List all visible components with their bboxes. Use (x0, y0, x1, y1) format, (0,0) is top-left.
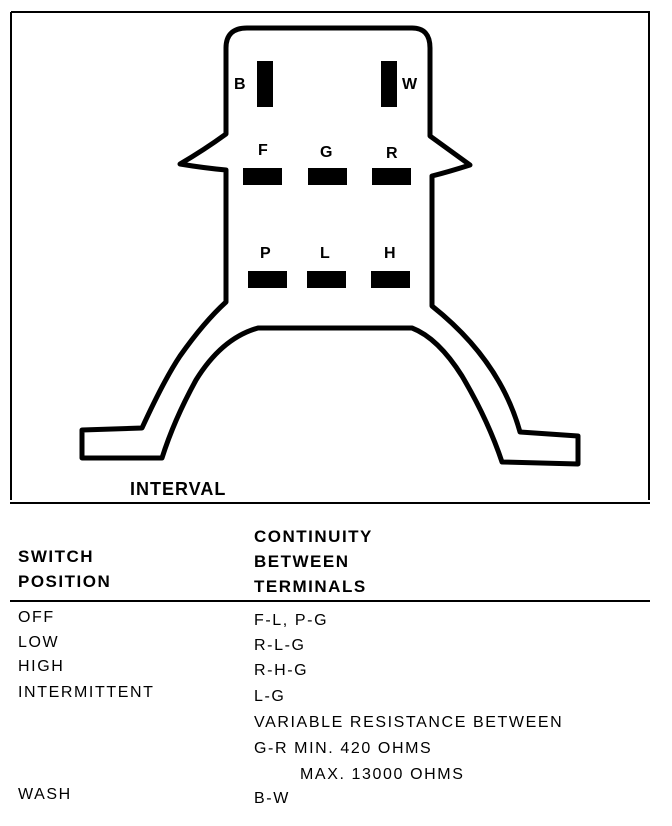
header-rule (10, 600, 650, 602)
header-switch-position-line2: POSITION (18, 572, 112, 591)
terminal-r-blade (372, 168, 411, 185)
header-continuity-line2: BETWEEN (254, 552, 350, 571)
terminal-w-blade (381, 61, 397, 107)
terminal-h-blade (371, 271, 410, 288)
terminal-f-blade (243, 168, 282, 185)
terminal-h-label: H (384, 245, 396, 262)
row-variable-continuity: VARIABLE RESISTANCE BETWEEN (254, 714, 564, 731)
terminal-w-label: W (402, 76, 418, 93)
row-intermittent-position: INTERMITTENT (18, 684, 155, 701)
terminal-p-label: P (260, 245, 271, 262)
row-wash-position: WASH (18, 786, 72, 803)
row-max-continuity: MAX. 13000 OHMS (300, 766, 465, 783)
terminal-b-blade (257, 61, 273, 107)
terminal-p-blade (248, 271, 287, 288)
row-low-position: LOW (18, 634, 60, 651)
row-min-continuity: G-R MIN. 420 OHMS (254, 740, 433, 757)
row-off-position: OFF (18, 609, 55, 626)
diagram-caption: INTERVAL (130, 479, 227, 499)
connector-body-outline (82, 28, 578, 464)
terminal-l-blade (307, 271, 346, 288)
header-continuity-line3: TERMINALS (254, 577, 367, 596)
row-wash-continuity: B-W (254, 790, 290, 807)
terminal-f-label: F (258, 142, 268, 159)
header-switch-position-line1: SWITCH (18, 547, 95, 566)
terminal-g-label: G (320, 144, 333, 161)
row-intermittent-continuity: L-G (254, 688, 286, 705)
row-high-position: HIGH (18, 658, 65, 675)
header-continuity-line1: CONTINUITY (254, 527, 373, 546)
row-high-continuity: R-H-G (254, 662, 309, 679)
terminal-g-blade (308, 168, 347, 185)
table-top-rule (10, 502, 650, 504)
terminal-b-label: B (234, 76, 246, 93)
terminal-l-label: L (320, 245, 330, 262)
row-low-continuity: R-L-G (254, 637, 306, 654)
terminal-r-label: R (386, 145, 398, 162)
row-off-continuity: F-L, P-G (254, 612, 329, 629)
